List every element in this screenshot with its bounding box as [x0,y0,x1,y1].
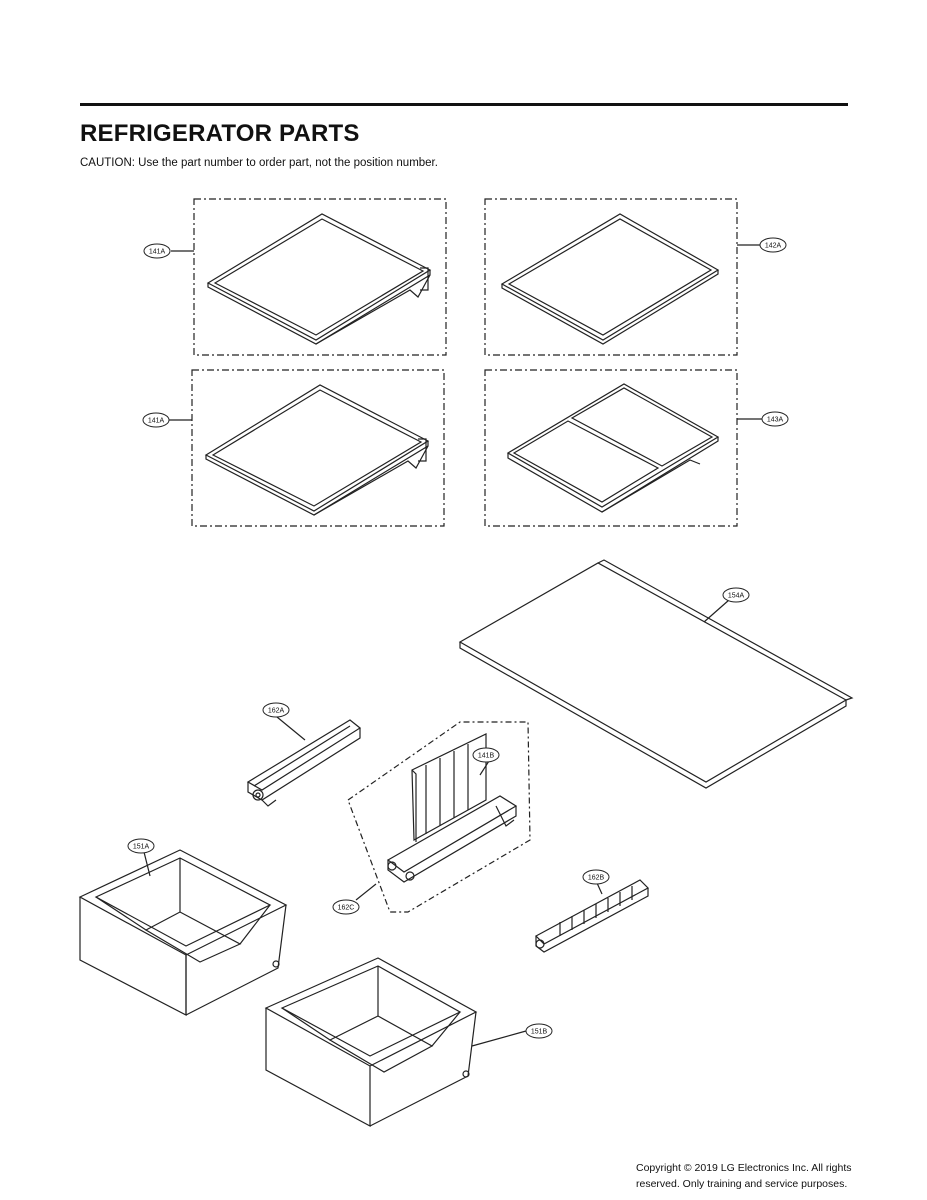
callout-151a: 151A [132,843,150,851]
shelf-154a [460,560,852,788]
callout-151b: 151B [530,1028,548,1036]
callout-162c: 162C [337,904,355,912]
copyright-line-1: Copyright © 2019 LG Electronics Inc. All rights [636,1162,852,1174]
callout-143a: 143A [766,416,784,424]
callout-141b: 141B [477,752,495,760]
page-title: REFRIGERATOR PARTS [80,120,360,147]
callout-141a-bottom: 141A [147,417,165,425]
bin-151a [80,850,286,1015]
callout-141a-top: 141A [148,248,166,256]
shelf-143a [508,384,718,512]
box-141a-bottom [192,370,444,526]
rail-162b [536,880,648,952]
shelf-141a-top [208,214,430,344]
bin-151b [266,958,476,1126]
callout-162a: 162A [267,707,285,715]
copyright-line-2: reserved. Only training and service purposes. [636,1178,848,1190]
shelf-141a-bottom [206,385,428,515]
callout-142a: 142A [764,242,782,250]
callout-162b: 162B [587,874,605,882]
box-141b [348,722,530,912]
caution-note: CAUTION: Use the part number to order part, not the position number. [80,157,438,169]
copyright-notice [636,1160,906,1192]
shelf-142a [502,214,718,344]
callout-154a: 154A [727,592,745,600]
rail-162a [248,720,360,806]
box-141a-top [194,199,446,355]
